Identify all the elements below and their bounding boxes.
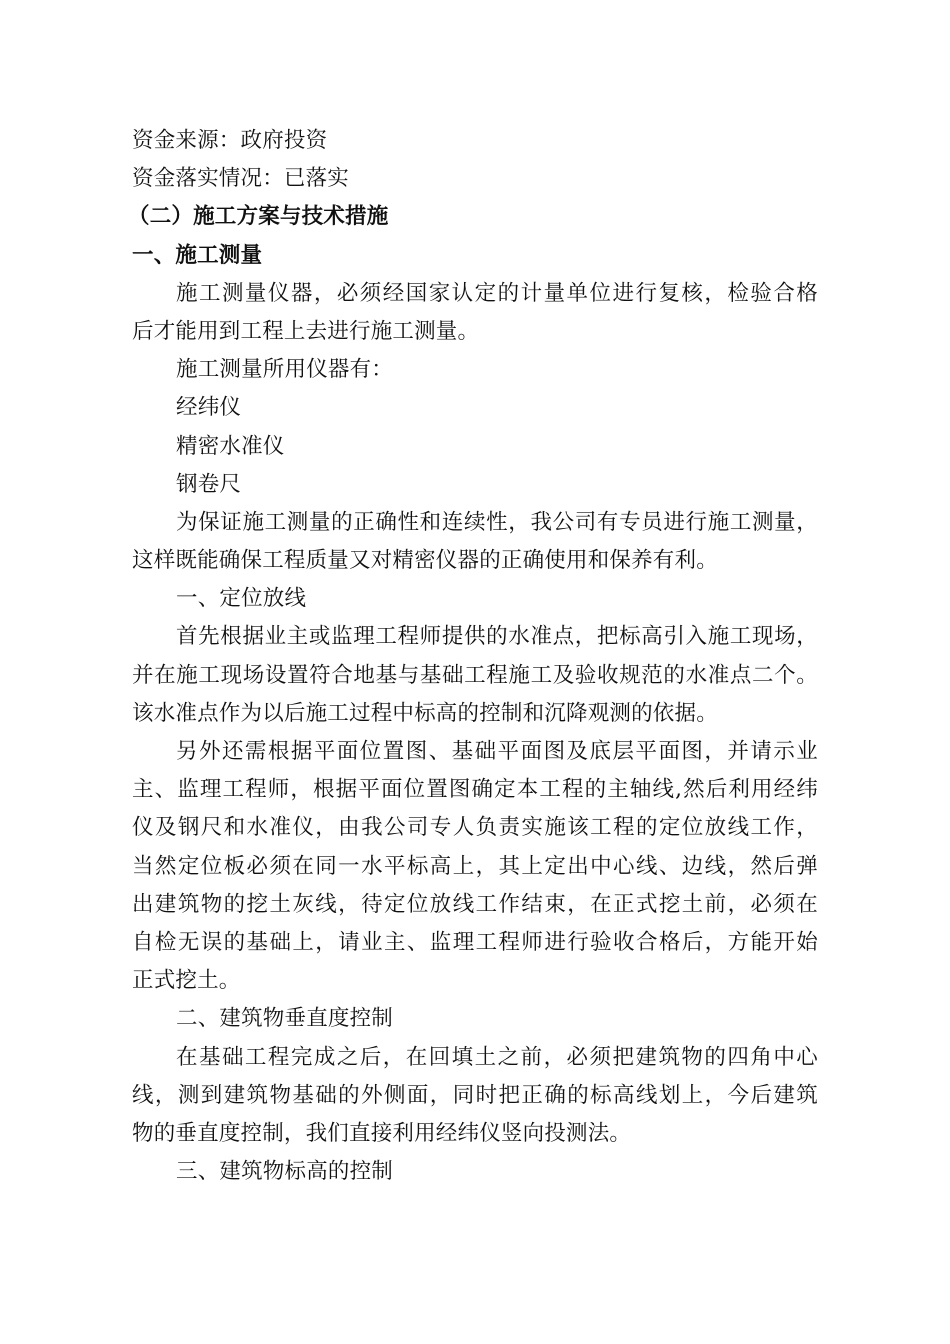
- subsection-heading: 一、施工测量: [132, 242, 263, 268]
- document-body: [128, 122, 818, 1191]
- funding-status-line: 资金落实情况：已落实: [132, 166, 350, 192]
- paragraph-line: 在基础工程完成之后，在回填土之前，必须把建筑物的四角中心: [176, 1044, 818, 1070]
- paragraph-line: 为保证施工测量的正确性和连续性，我公司有专员进行施工测量，: [176, 509, 818, 535]
- paragraph-line: 该水准点作为以后施工过程中标高的控制和沉降观测的依据。: [132, 700, 718, 726]
- paragraph-line: 自检无误的基础上，请业主、监理工程师进行验收合格后，方能开始: [132, 929, 818, 955]
- section-heading: （二）施工方案与技术措施: [128, 204, 389, 230]
- paragraph-line: 线，测到建筑物基础的外侧面，同时把正确的标高线划上，今后建筑: [132, 1082, 818, 1108]
- paragraph-line: 另外还需根据平面位置图、基础平面图及底层平面图，并请示业: [176, 739, 818, 764]
- paragraph-line: 物的垂直度控制，我们直接利用经纬仪竖向投测法。: [132, 1120, 632, 1146]
- paragraph-line: 这样既能确保工程质量又对精密仪器的正确使用和保养有利。: [132, 548, 718, 574]
- paragraph-line: 仪及钢尺和水准仪，由我公司专人负责实施该工程的定位放线工作，: [132, 815, 818, 841]
- item-title-verticality: 二、建筑物垂直度控制: [176, 1006, 394, 1032]
- funding-source-line: 资金来源：政府投资: [132, 128, 328, 153]
- paragraph-line: 当然定位板必须在同一水平标高上，其上定出中心线、边线，然后弹: [132, 853, 818, 879]
- item-title-elevation: 三、建筑物标高的控制: [176, 1159, 394, 1185]
- instrument-item: 经纬仪: [176, 395, 242, 421]
- paragraph-line: 首先根据业主或监理工程师提供的水准点，把标高引入施工现场，: [176, 624, 818, 650]
- paragraph-line: 出建筑物的挖土灰线，待定位放线工作结束，在正式挖土前，必须在: [132, 891, 818, 917]
- paragraph-line: 正式挖土。: [132, 968, 241, 994]
- instrument-item: 精密水准仪: [176, 433, 285, 459]
- instrument-item: 钢卷尺: [176, 471, 242, 497]
- paragraph-line: 施工测量仪器，必须经国家认定的计量单位进行复核，检验合格: [176, 280, 818, 306]
- instruments-intro: 施工测量所用仪器有：: [176, 357, 394, 383]
- item-title-positioning: 一、定位放线: [176, 586, 307, 612]
- paragraph-line: 并在施工现场设置符合地基与基础工程施工及验收规范的水准点二个。: [132, 662, 818, 688]
- paragraph-line: 主、监理工程师，根据平面位置图确定本工程的主轴线,然后利用经纬: [132, 777, 818, 803]
- paragraph-line: 后才能用到工程上去进行施工测量。: [132, 318, 480, 344]
